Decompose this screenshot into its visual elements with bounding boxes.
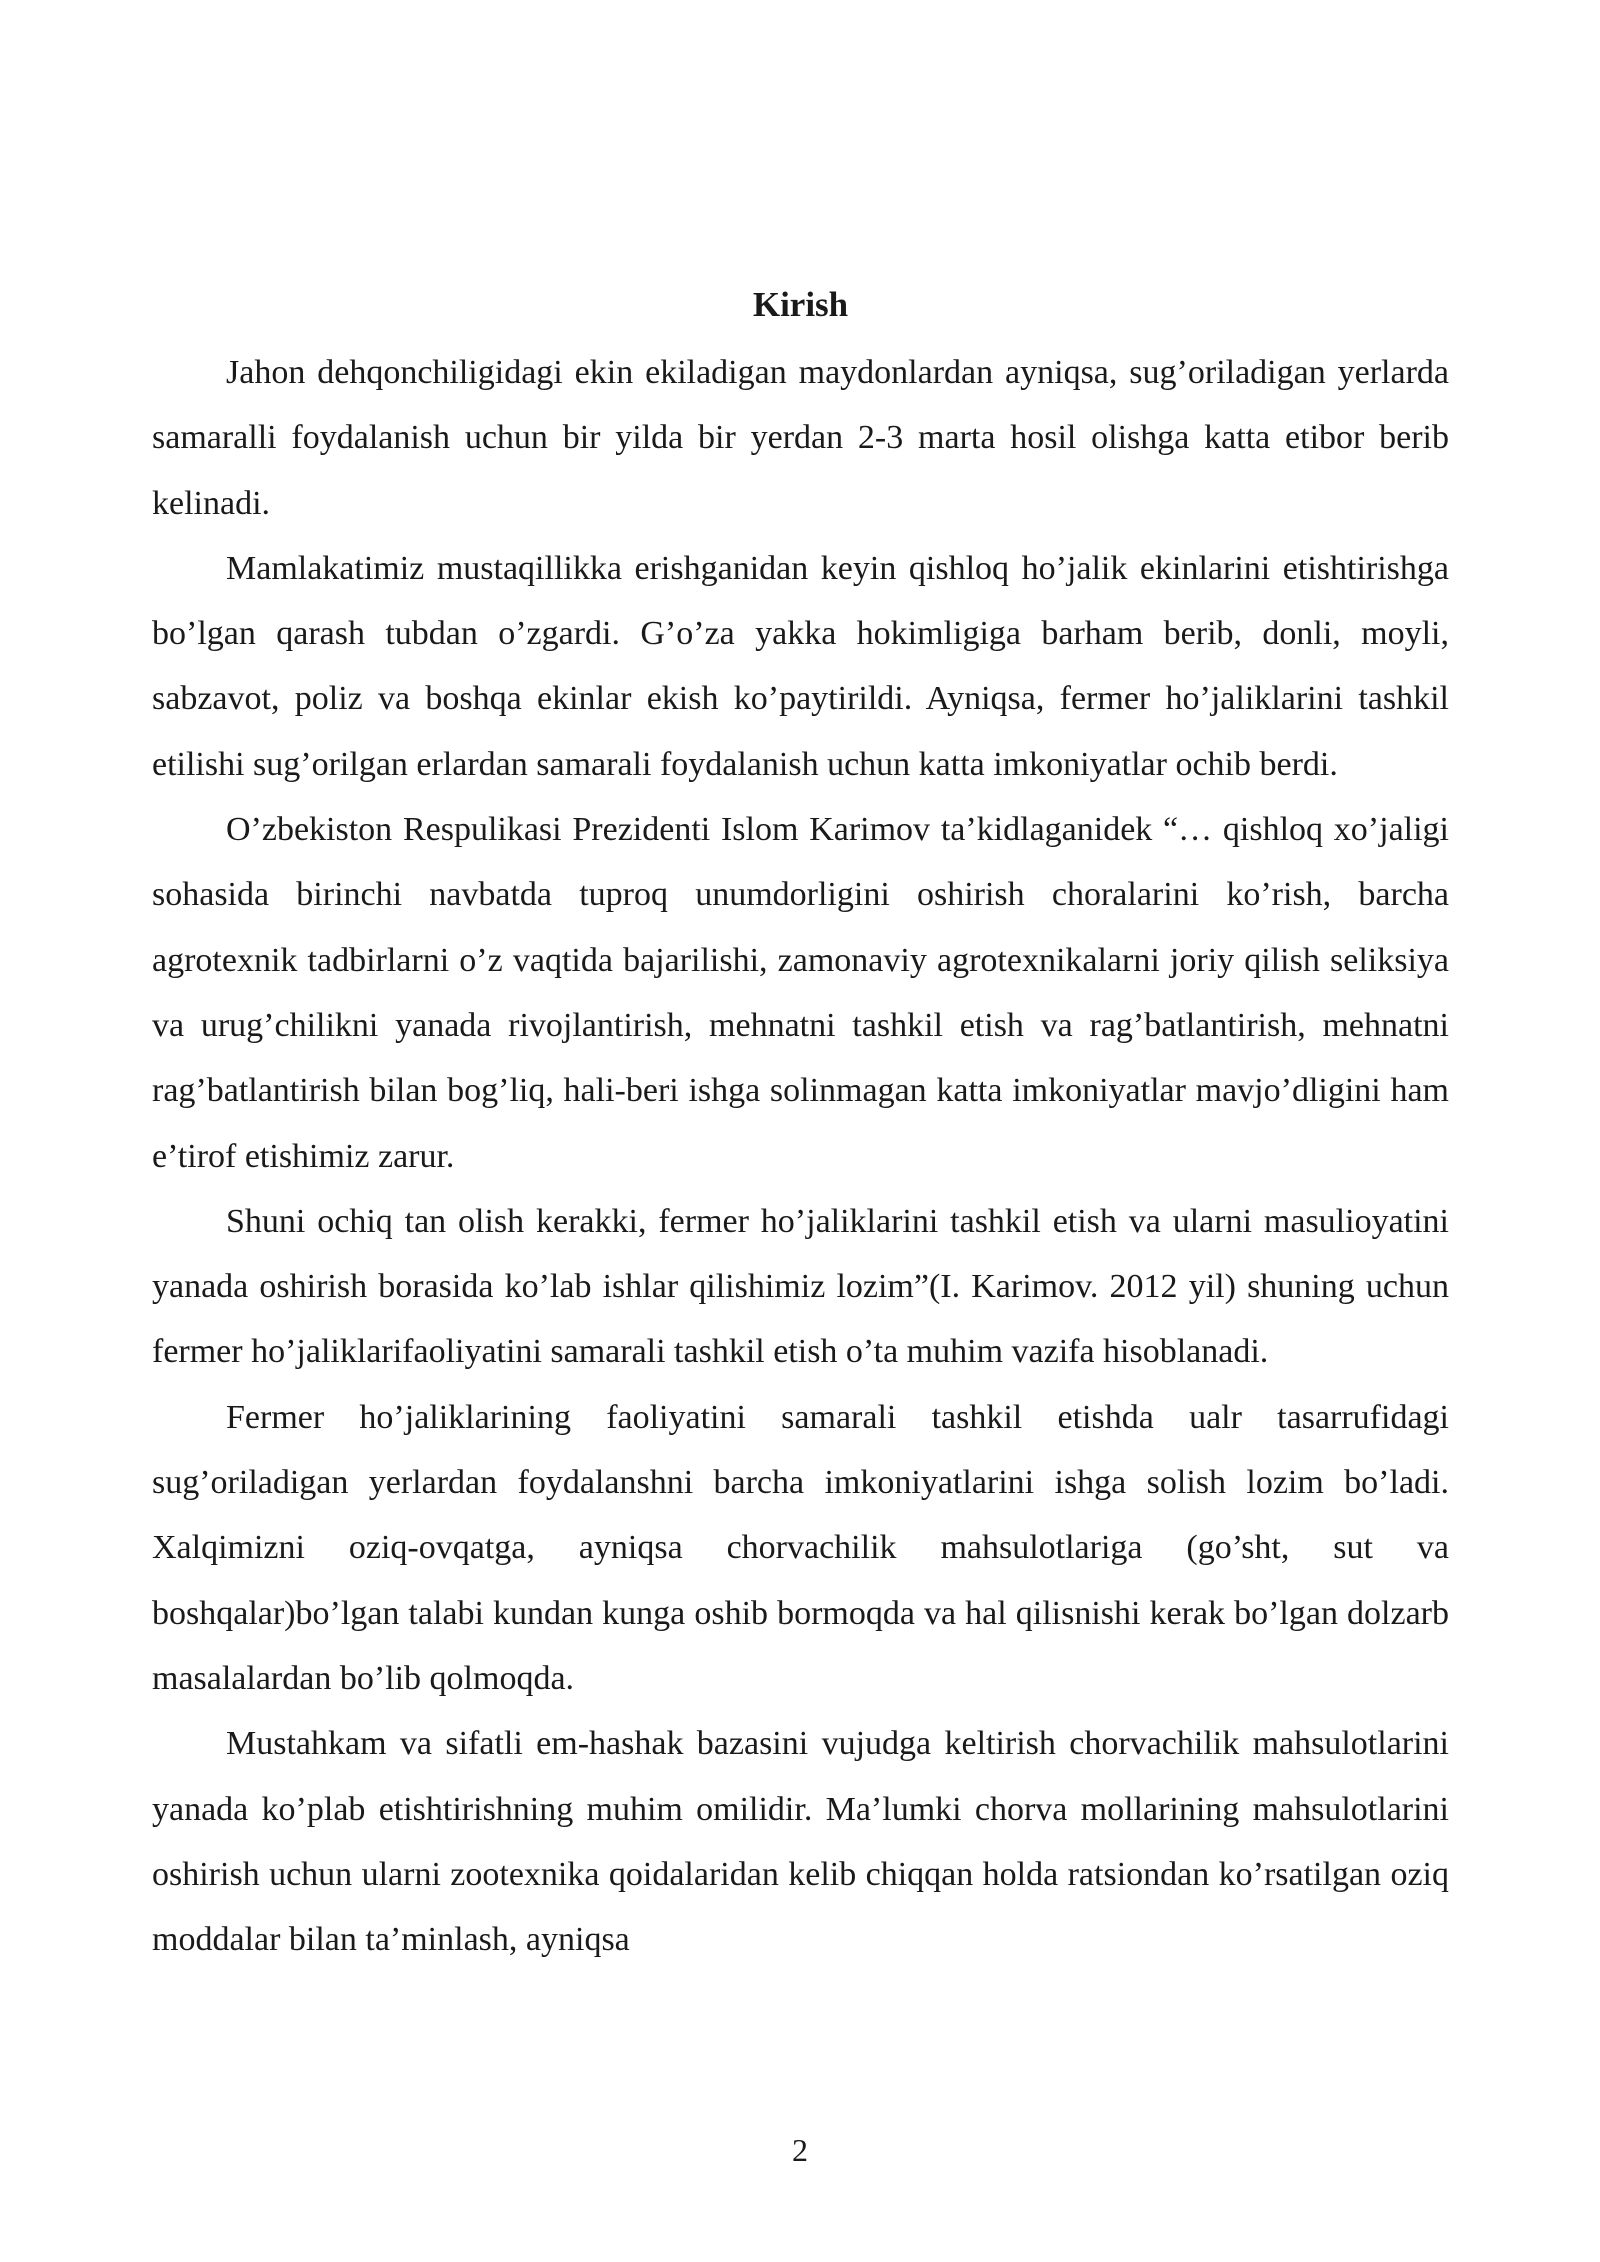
paragraph-5: Fermer ho’jaliklarining faoliyatini samarali tashkil etishda ualr tasarrufidagi sug’oriladigan yerlardan foydalanshni barcha imkoniyatlarini ishga solish lozim bo’ladi. Xalqimizni oziq-ovqatga, ayniqsa chorvachilik mahsulotlariga (go’sht, sut va boshqalar)bo’lgan talabi kundan kunga oshib bormoqda va hal qilisnishi kerak bo’lgan dolzarb masalalardan bo’lib qolmoqda. bbox=[152, 1398, 1449, 1697]
paragraph-3: O’zbekiston Respulikasi Prezidenti Islom Karimov ta’kidlaganidek “… qishloq xo’jaligi sohasida birinchi navbatda tuproq unumdorligini oshirish choralarini ko’rish, barcha agrotexnik tadbirlarni o’z vaqtida bajarilishi, zamonaviy agrotexnikalarni joriy qilish seliksiya va urug’chilikni yanada rivojlantirish, mehnatni tashkil etish va rag’batlantirish, mehnatni rag’batlantirish bilan bog’liq, hali-beri ishga solinmagan katta imkoniyatlar mavjo’dligini ham e’tirof etishimiz zarur. bbox=[152, 811, 1449, 1175]
paragraph-6: Mustahkam va sifatli em-hashak bazasini vujudga keltirish chorvachilik mahsulotlarini yanada ko’plab etishtirishning muhim omilidir. Ma’lumki chorva mollarining mahsulotlarini oshirish uchun ularni zootexnika qoidalaridan kelib chiqqan holda ratsiondan ko’rsatilgan oziq moddalar bilan ta’minlash, ayniqsa bbox=[152, 1725, 1449, 1959]
paragraph-2: Mamlakatimiz mustaqillikka erishganidan keyin qishloq ho’jalik ekinlarini etishtirishga bo’lgan qarash tubdan o’zgardi. G’o’za yakka hokimligiga barham berib, donli, moyli, sabzavot, poliz va boshqa ekinlar ekish ko’paytirildi. Ayniqsa, fermer ho’jaliklarini tashkil etilishi sug’orilgan erlardan samarali foydalanish uchun katta imkoniyatlar ochib berdi. bbox=[152, 549, 1449, 783]
document-page bbox=[152, 270, 1449, 1972]
document-title: Kirish bbox=[752, 285, 849, 324]
paragraph-1: Jahon dehqonchiligidagi ekin ekiladigan maydonlardan ayniqsa, sug’oriladigan yerlarda samaralli foydalanish uchun bir yilda bir yerdan 2-3 marta hosil olishga katta etibor berib kelinadi. bbox=[152, 354, 1449, 522]
paragraph-4: Shuni ochiq tan olish kerakki, fermer ho’jaliklarini tashkil etish va ularni masulioyatini yanada oshirish borasida ko’lab ishlar qilishimiz lozim”(I. Karimov. 2012 yil) shuning uchun fermer ho’jaliklarifaoliyatini samarali tashkil etish o’ta muhim vazifa hisoblanadi. bbox=[152, 1202, 1449, 1371]
page-number: 2 bbox=[792, 2132, 808, 2168]
